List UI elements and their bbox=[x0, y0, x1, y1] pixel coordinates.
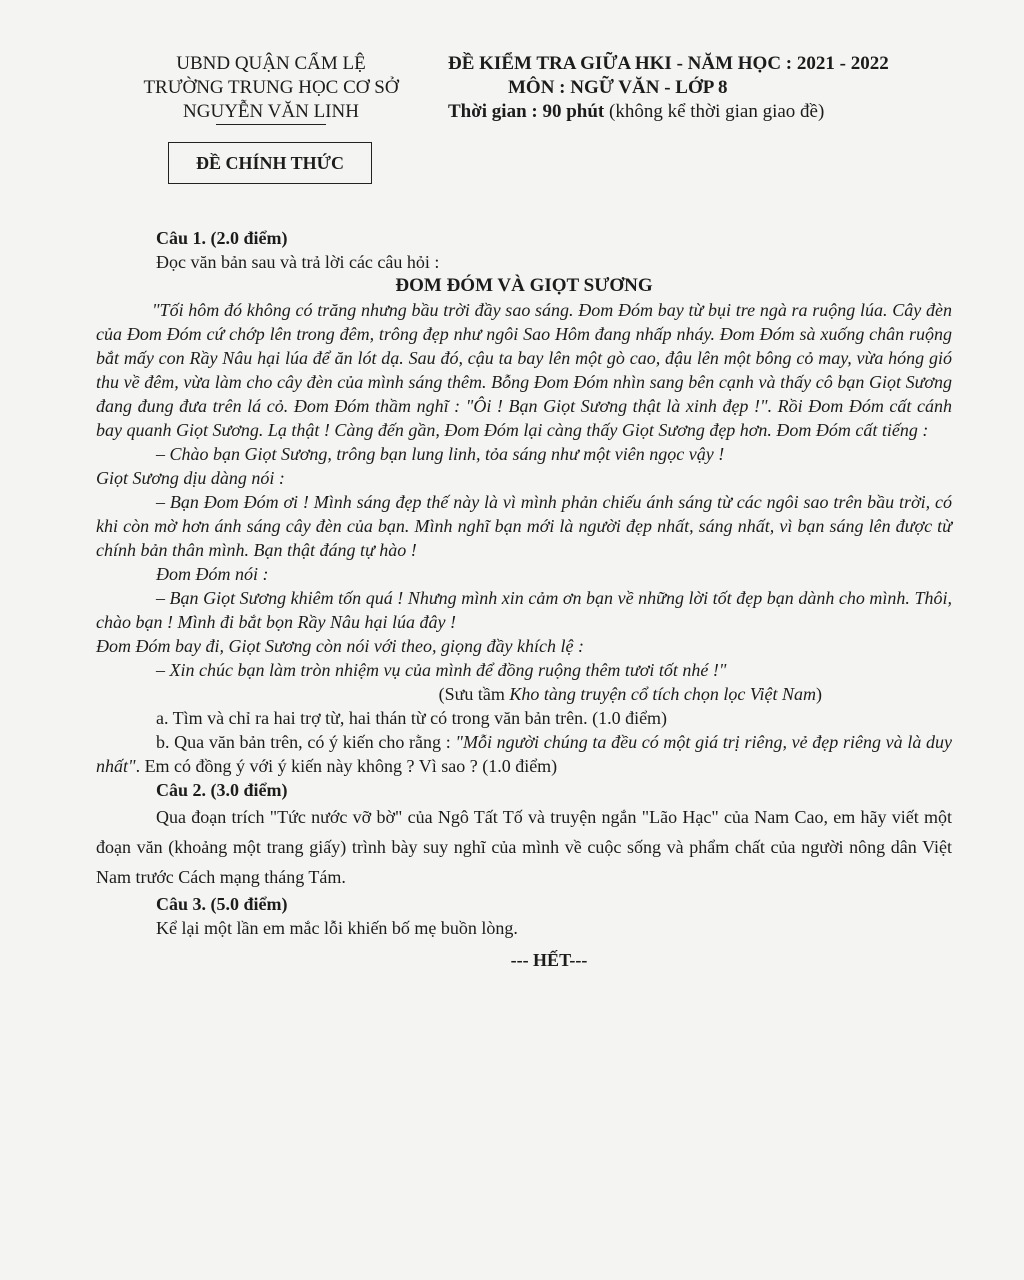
story-dialogue: – Bạn Giọt Sương khiêm tốn quá ! Nhưng mình xin cảm ơn bạn về những lời tốt đẹp bạn dành cho mình. Thôi, chào bạn ! Mình đi bắt bọn Rầy Nâu hại lúa đây ! bbox=[96, 588, 952, 632]
part-b-prefix: b. Qua văn bản trên, có ý kiến cho rằng : bbox=[156, 732, 456, 752]
school-underline bbox=[216, 124, 326, 125]
part-b-suffix: . Em có đồng ý với ý kiến này không ? Vì sao ? (1.0 điểm) bbox=[135, 756, 558, 776]
school-header bbox=[96, 52, 446, 125]
story-dialogue: – Xin chúc bạn làm tròn nhiệm vụ của mình để đồng ruộng thêm tươi tốt nhé !" bbox=[156, 660, 727, 680]
exam-body bbox=[96, 226, 952, 972]
time-label: Thời gian : 90 phút bbox=[448, 101, 605, 122]
story-dialogue: – Chào bạn Giọt Sương, trông bạn lung linh, tỏa sáng như một viên ngọc vậy ! bbox=[156, 444, 725, 464]
q1-title: Câu 1. (2.0 điểm) bbox=[156, 228, 288, 248]
exam-header bbox=[448, 52, 928, 124]
q2-text: Qua đoạn trích "Tức nước vỡ bờ" của Ngô Tất Tố và truyện ngắn "Lão Hạc" của Nam Cao, em hãy viết một đoạn văn (khoảng một trang giấy) trình bày suy nghĩ của mình về cuộc sống và phẩm chất của người nông dân Việt Nam trước Cách mạng tháng Tám. bbox=[96, 807, 952, 887]
school-name: NGUYỄN VĂN LINH bbox=[183, 101, 359, 122]
q1-instruction: Đọc văn bản sau và trả lời các câu hỏi : bbox=[156, 252, 440, 272]
story-narration: Đom Đóm nói : bbox=[156, 564, 269, 584]
end-mark: --- HẾT--- bbox=[510, 950, 588, 970]
story-title: ĐOM ĐÓM VÀ GIỌT SƯƠNG bbox=[395, 275, 653, 296]
official-badge: ĐỀ CHÍNH THỨC bbox=[168, 142, 372, 184]
q1-part-b bbox=[96, 730, 952, 778]
source-suffix: ) bbox=[816, 684, 822, 704]
district-name: UBND QUẬN CẨM LỆ bbox=[176, 53, 366, 74]
exam-time bbox=[448, 100, 928, 124]
part-b-quote: "Mỗi người chúng ta đều có một giá trị riêng, vẻ đẹp riêng và là duy nhất" bbox=[96, 732, 952, 776]
story-dialogue: – Bạn Đom Đóm ơi ! Mình sáng đẹp thế này là vì mình phản chiếu ánh sáng từ các ngôi sao trên bầu trời, có khi còn mờ hơn ánh sáng cây đèn của bạn. Mình nghĩ bạn mới là người đẹp nhất, sáng nhất, vì bạn sáng lên được từ chính bản thân mình. Bạn thật đáng tự hào ! bbox=[96, 492, 952, 560]
exam-title: ĐỀ KIỂM TRA GIỮA HKI - NĂM HỌC : 2021 - 2022 bbox=[448, 53, 889, 74]
source-prefix: (Sưu tầm bbox=[438, 684, 510, 704]
school-type: TRƯỜNG TRUNG HỌC CƠ SỞ bbox=[143, 77, 399, 98]
story-paragraph: "Tối hôm đó không có trăng nhưng bầu trời đầy sao sáng. Đom Đóm bay từ bụi tre ngà ra ruộng lúa. Cây đèn của Đom Đóm cứ chớp lên trong đêm, trông đẹp như ngôi Sao Hôm đang nhấp nháy. Đom Đóm sà xuống chân ruộng bắt mấy con Rầy Nâu hại lúa để ăn lót dạ. Sau đó, cậu ta bay lên một gò cao, đậu lên một bông cỏ may, vừa hóng gió thu về đêm, vừa làm cho cây đèn của mình sáng thêm. Bỗng Đom Đóm nhìn sang bên cạnh và thấy cô bạn Giọt Sương đang đung đưa trên lá cỏ. Đom Đóm thầm nghĩ : "Ôi ! Bạn Giọt Sương thật là xinh đẹp !". Rồi Đom Đóm cất cánh bay quanh Giọt Sương. Lạ thật ! Càng đến gần, Đom Đóm lại càng thấy Giọt Sương đẹp hơn. Đom Đóm cất tiếng : bbox=[96, 300, 952, 440]
source-book: Kho tàng truyện cổ tích chọn lọc Việt Nam bbox=[509, 684, 816, 704]
story-narration: Đom Đóm bay đi, Giọt Sương còn nói với theo, giọng đầy khích lệ : bbox=[96, 636, 584, 656]
exam-subject: MÔN : NGỮ VĂN - LỚP 8 bbox=[508, 77, 728, 98]
q1-part-a: a. Tìm và chỉ ra hai trợ từ, hai thán từ có trong văn bản trên. (1.0 điểm) bbox=[156, 708, 668, 728]
story-narration: Giọt Sương dịu dàng nói : bbox=[96, 468, 285, 488]
story-source bbox=[96, 682, 952, 706]
time-note: (không kể thời gian giao đề) bbox=[604, 101, 825, 122]
q2-title: Câu 2. (3.0 điểm) bbox=[156, 780, 288, 800]
q3-title: Câu 3. (5.0 điểm) bbox=[156, 894, 288, 914]
q3-text: Kể lại một lần em mắc lỗi khiến bố mẹ buồn lòng. bbox=[156, 918, 518, 938]
